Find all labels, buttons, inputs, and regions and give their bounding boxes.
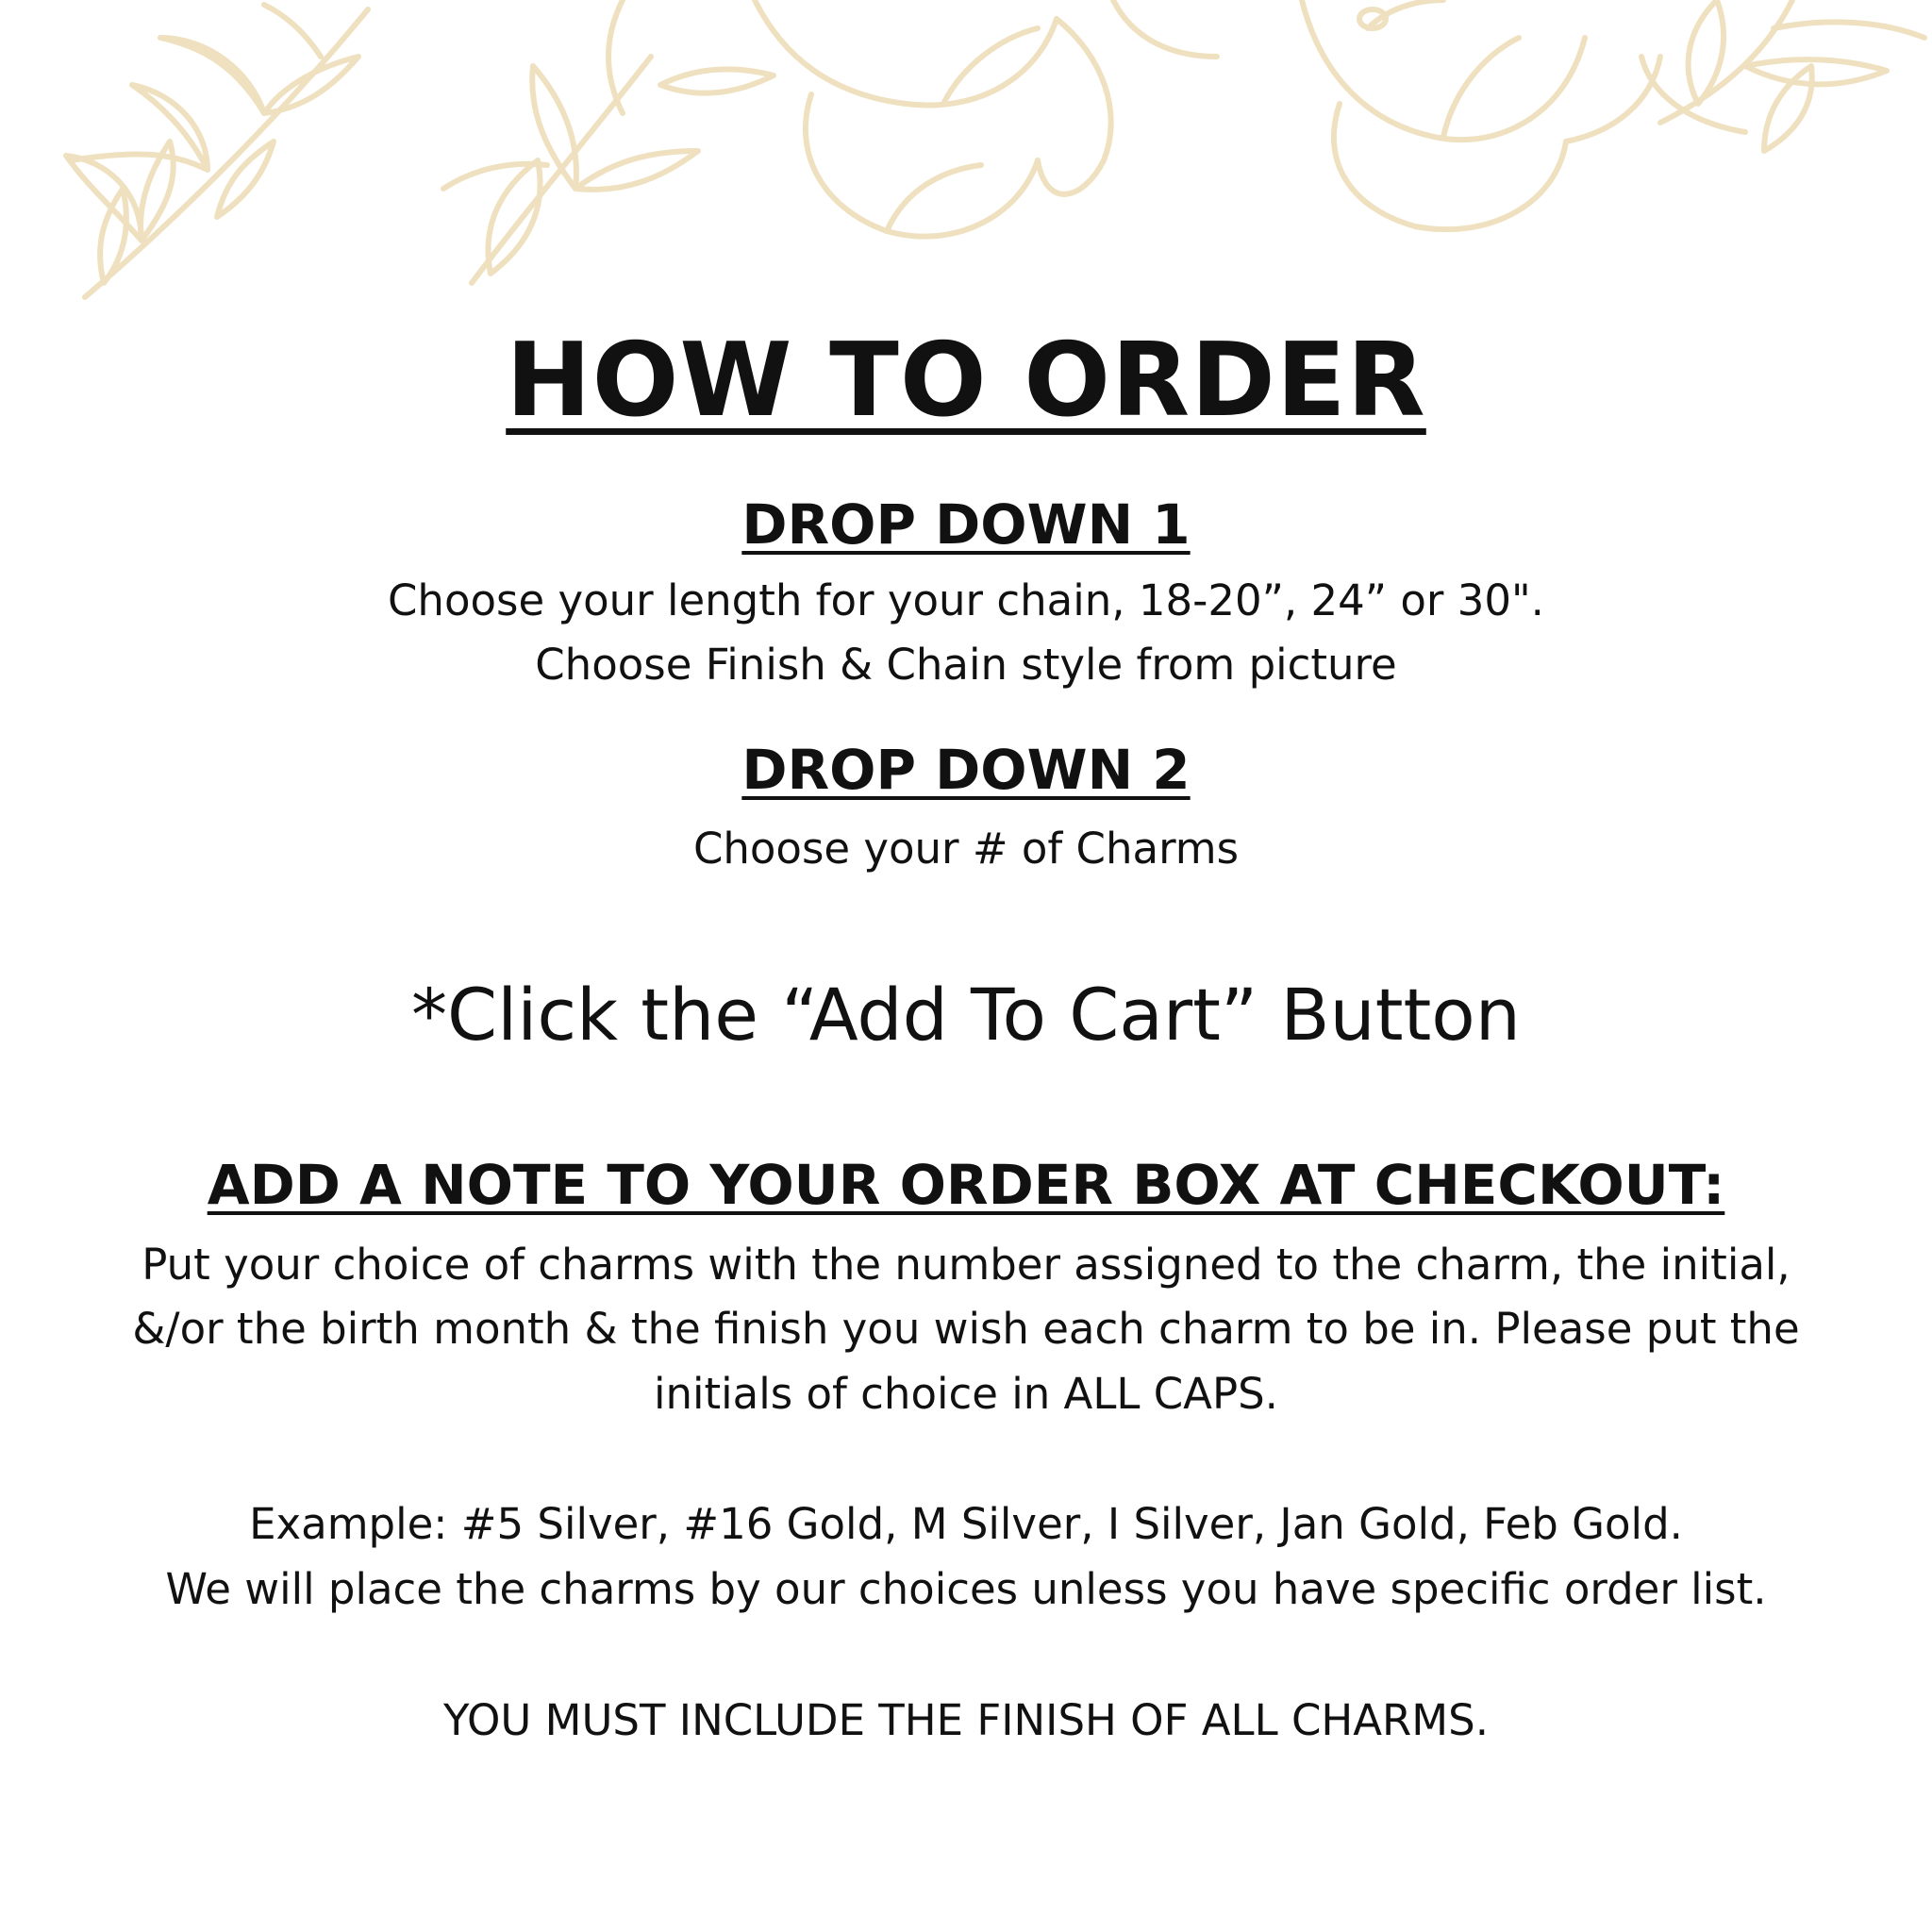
order-note-heading: ADD A NOTE TO YOUR ORDER BOX AT CHECKOUT: bbox=[207, 1153, 1725, 1217]
page-title: HOW TO ORDER bbox=[506, 322, 1426, 440]
order-example-line-1: Example: #5 Silver, #16 Gold, M Silver, I Silver, Jan Gold, Feb Gold. bbox=[249, 1499, 1683, 1549]
dropdown-1-line-2: Choose Finish & Chain style from picture bbox=[535, 640, 1397, 690]
dropdown-1-line-1: Choose your length for your chain, 18-20”, 24” or 30". bbox=[388, 575, 1544, 625]
order-example-line-2: We will place the charms by our choices unless you have specific order list. bbox=[165, 1564, 1767, 1614]
dropdown-2-heading: DROP DOWN 2 bbox=[741, 738, 1191, 802]
add-to-cart-instruction: *Click the “Add To Cart” Button bbox=[411, 973, 1521, 1057]
dropdown-2-line-1: Choose your # of Charms bbox=[692, 824, 1240, 874]
order-note-line-2: &/or the birth month & the finish you wish each charm to be in. Please put the bbox=[132, 1304, 1800, 1354]
order-note-line-3: initials of choice in ALL CAPS. bbox=[654, 1369, 1278, 1419]
order-note-line-1: Put your choice of charms with the number assigned to the charm, the initial, bbox=[142, 1240, 1790, 1290]
dropdown-1-heading: DROP DOWN 1 bbox=[741, 492, 1191, 557]
finish-warning: YOU MUST INCLUDE THE FINISH OF ALL CHARMS. bbox=[442, 1695, 1489, 1745]
